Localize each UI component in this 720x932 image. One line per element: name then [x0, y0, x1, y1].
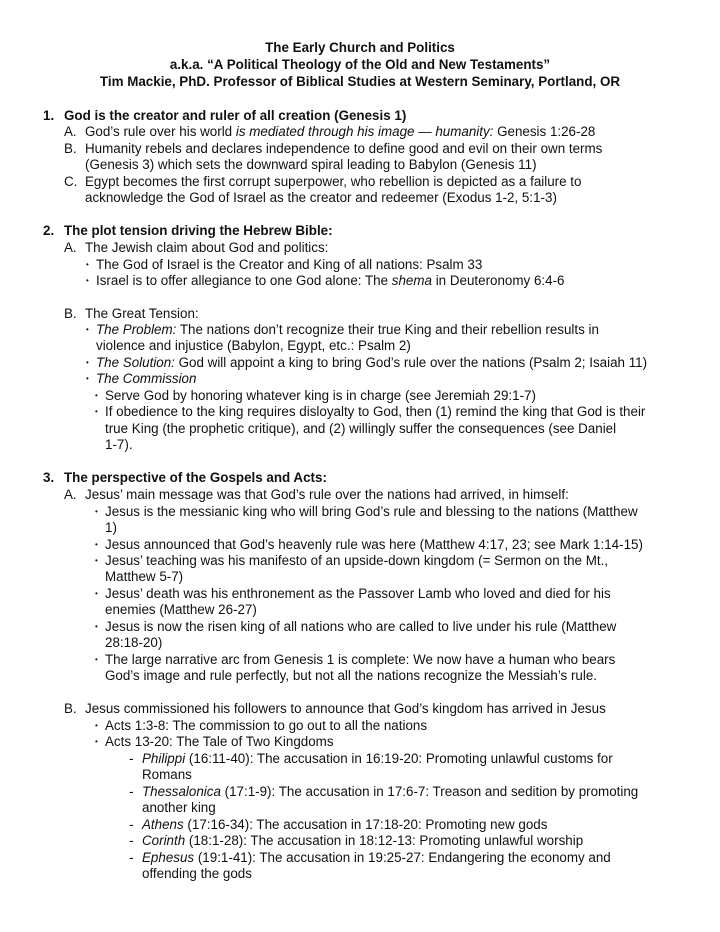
section-3-number: 3.: [43, 470, 55, 485]
section-1-item-b-line-1: Humanity rebels and declares independence to define good and evil on their own terms: [85, 141, 603, 156]
bullet-icon: •: [95, 737, 98, 746]
section-2-b-commission-1: Serve God by honoring whatever king is in charge (see Jeremiah 29:1-7): [105, 388, 536, 403]
bullet-icon: •: [95, 556, 98, 565]
dash-marker: -: [129, 783, 134, 799]
bullet-icon: •: [86, 374, 89, 383]
item-marker: B.: [64, 701, 77, 716]
section-3-a-bullet-4-line-2: enemies (Matthew 26-27): [105, 602, 257, 617]
document-title: The Early Church and Politics: [265, 40, 455, 55]
section-3-a-bullet-5-line-2: 28:18-20): [105, 635, 163, 650]
dash-marker: -: [129, 832, 134, 848]
acts-city-thessalonica-line-2: another king: [142, 800, 216, 815]
document-author: Tim Mackie, PhD. Professor of Biblical Studies at Western Seminary, Portland, OR: [99, 74, 621, 89]
section-2-item-b: The Great Tension:: [85, 306, 199, 321]
section-2-b-problem-line-1: The Problem: The nations don’t recognize their true King and their rebellion results in: [96, 322, 599, 337]
bullet-icon: •: [95, 721, 98, 730]
acts-city-ephesus-line-2: offending the gods: [142, 866, 252, 881]
item-marker: A.: [64, 487, 77, 502]
bullet-icon: •: [86, 325, 89, 334]
bullet-icon: •: [95, 655, 98, 664]
section-1-title: God is the creator and ruler of all creation (Genesis 1): [64, 108, 407, 123]
section-3-a-bullet-1-line-1: Jesus is the messianic king who will bring God’s rule and blessing to the nations (Matthew: [105, 504, 638, 519]
section-3-a-bullet-1-line-2: 1): [105, 520, 117, 535]
section-3-b-bullet-1: Acts 1:3-8: The commission to go out to all the nations: [105, 718, 428, 733]
item-marker: B.: [64, 141, 77, 156]
section-3-a-bullet-4-line-1: Jesus’ death was his enthronement as the Passover Lamb who loved and died for his: [105, 586, 611, 601]
acts-city-philippi-line-2: Romans: [142, 767, 192, 782]
bullet-icon: •: [86, 358, 89, 367]
section-1-item-a: God’s rule over his world is mediated through his image — humanity: Genesis 1:26-28: [85, 124, 596, 139]
section-2-title: The plot tension driving the Hebrew Bible:: [64, 223, 333, 238]
dash-marker: -: [129, 750, 134, 766]
section-3-a-bullet-6-line-2: God’s image and rule perfectly, but not all the nations recognize the Messiah’s rule.: [105, 668, 598, 683]
section-2-b-solution: The Solution: God will appoint a king to bring God’s rule over the nations (Psalm 2; Isaiah 11): [96, 355, 648, 370]
section-2-b-commission-2-line-2: true King (the prophetic critique), and (2) willingly suffer the consequences (see Daniel: [105, 421, 617, 436]
document-subtitle: a.k.a. “A Political Theology of the Old and New Testaments”: [169, 57, 551, 72]
section-3-a-bullet-3-line-1: Jesus’ teaching was his manifesto of an upside-down kingdom (= Sermon on the Mt.,: [105, 553, 609, 568]
dash-marker: -: [129, 849, 134, 865]
section-3-b-bullet-2: Acts 13-20: The Tale of Two Kingdoms: [105, 734, 334, 749]
acts-city-ephesus-line-1: Ephesus (19:1-41): The accusation in 19:25-27: Endangering the economy and: [142, 850, 611, 865]
section-2-b-commission-2-line-1: If obedience to the king requires disloyalty to God, then (1) remind the king that God is their: [105, 404, 646, 419]
bullet-icon: •: [95, 391, 98, 400]
section-2-b-commission: The Commission: [96, 371, 197, 386]
acts-city-thessalonica-line-1: Thessalonica (17:1-9): The accusation in 17:6-7: Treason and sedition by promoting: [142, 784, 639, 799]
section-3-a-bullet-6-line-1: The large narrative arc from Genesis 1 is complete: We now have a human who bears: [105, 652, 616, 667]
bullet-icon: •: [95, 540, 98, 549]
section-2-a-bullet-2: Israel is to offer allegiance to one God alone: The shema in Deuteronomy 6:4-6: [96, 273, 565, 288]
section-3-a-bullet-2: Jesus announced that God’s heavenly rule was here (Matthew 4:17, 23; see Mark 1:14-15): [105, 537, 643, 552]
section-3-a-bullet-5-line-1: Jesus is now the risen king of all nations who are called to live under his rule (Matthew: [105, 619, 617, 634]
item-marker: C.: [64, 174, 78, 189]
section-3-a-bullet-3-line-2: Matthew 5-7): [105, 569, 184, 584]
bullet-icon: •: [86, 260, 89, 269]
dash-marker: -: [129, 816, 134, 832]
section-1-number: 1.: [43, 108, 55, 123]
bullet-icon: •: [95, 622, 98, 631]
section-1-item-c-line-1: Egypt becomes the first corrupt superpower, who rebellion is depicted as a failure to: [85, 174, 582, 189]
section-2-b-commission-2-line-3: 1-7).: [105, 437, 133, 452]
section-3-item-a: Jesus’ main message was that God’s rule over the nations had arrived, in himself:: [85, 487, 569, 502]
section-1-item-c-line-2: acknowledge the God of Israel as the creator and redeemer (Exodus 1-2, 5:1-3): [85, 190, 557, 205]
section-2-number: 2.: [43, 223, 55, 238]
acts-city-philippi-line-1: Philippi (16:11-40): The accusation in 16:19-20: Promoting unlawful customs for: [142, 751, 613, 766]
acts-city-corinth: Corinth (18:1-28): The accusation in 18:12-13: Promoting unlawful worship: [142, 833, 584, 848]
bullet-icon: •: [95, 407, 98, 416]
acts-city-athens: Athens (17:16-34): The accusation in 17:18-20: Promoting new gods: [142, 817, 548, 832]
bullet-icon: •: [95, 589, 98, 598]
item-marker: A.: [64, 124, 77, 139]
section-2-b-problem-line-2: violence and injustice (Babylon, Egypt, etc.: Psalm 2): [96, 338, 411, 353]
section-1-item-b-line-2: (Genesis 3) which sets the downward spiral leading to Babylon (Genesis 11): [85, 157, 537, 172]
bullet-icon: •: [95, 507, 98, 516]
section-2-a-bullet-1: The God of Israel is the Creator and King of all nations: Psalm 33: [96, 257, 483, 272]
bullet-icon: •: [86, 276, 89, 285]
item-marker: B.: [64, 306, 77, 321]
item-marker: A.: [64, 240, 77, 255]
section-3-item-b: Jesus commissioned his followers to announce that God’s kingdom has arrived in Jesus: [85, 701, 606, 716]
section-2-item-a: The Jewish claim about God and politics:: [85, 240, 329, 255]
section-3-title: The perspective of the Gospels and Acts:: [64, 470, 327, 485]
